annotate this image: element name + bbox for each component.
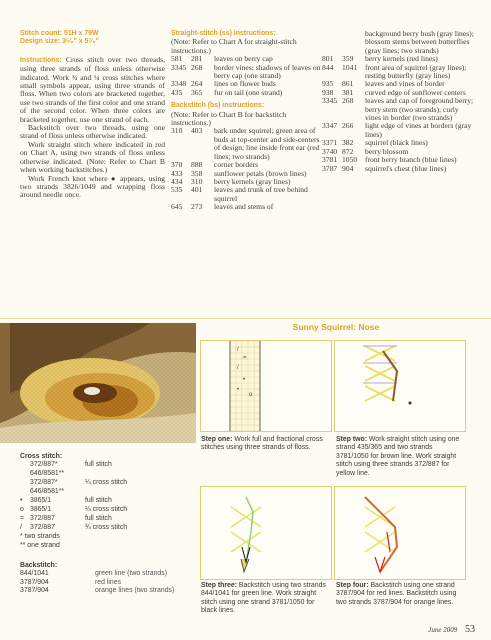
backstitch-heading: Backstitch: bbox=[20, 562, 58, 569]
anchor-number: 268 bbox=[191, 62, 203, 72]
ss-heading: Straight-stitch (ss) instructions: bbox=[171, 30, 276, 37]
dmc-number: 938 bbox=[322, 87, 334, 97]
key-row bbox=[171, 89, 321, 97]
backstitch-code: 3787/904 bbox=[20, 578, 49, 586]
backstitch-desc: red lines bbox=[95, 578, 122, 586]
legend-row bbox=[20, 515, 190, 524]
backstitch-row bbox=[20, 579, 190, 587]
svg-text:•: • bbox=[243, 377, 246, 383]
anchor-number: 365 bbox=[191, 87, 203, 97]
legend-row bbox=[20, 524, 190, 533]
legend-desc: full stitch bbox=[85, 515, 112, 523]
step-three-chart bbox=[200, 486, 332, 580]
legend-code: 372/887* bbox=[30, 479, 58, 487]
backstitch-desc: orange lines (two strands) bbox=[95, 587, 175, 595]
ss-note: (Note: Refer to Chart A for straight-stitch instructions.) bbox=[171, 37, 297, 55]
dmc-number: 3787 bbox=[322, 163, 338, 173]
legend-symbol bbox=[20, 488, 30, 497]
key-row bbox=[322, 64, 474, 81]
step-four-text: Step four: Backstitch using one strand 3787/904 for red lines. Backstitch using two strands 3787/904 for orange lines. bbox=[336, 582, 457, 606]
stitch-key-column-2 bbox=[171, 30, 321, 212]
svg-text:/: / bbox=[237, 365, 239, 371]
dmc-number: 581 bbox=[171, 54, 183, 64]
dmc-number: 535 bbox=[171, 185, 183, 195]
legend-code: 646/8581** bbox=[30, 488, 65, 496]
key-description: berry blossom bbox=[365, 146, 409, 156]
dmc-number: 935 bbox=[322, 79, 334, 89]
key-row bbox=[171, 64, 321, 81]
cross-stitch-legend bbox=[20, 453, 190, 550]
page-number: 53 bbox=[465, 624, 475, 635]
legend-row bbox=[20, 479, 190, 488]
legend-code: 372/887* bbox=[30, 461, 58, 469]
key-description: curved edge of sunflower centers bbox=[365, 87, 466, 97]
legend-code: 3865/1 bbox=[30, 497, 52, 505]
anchor-number: 401 bbox=[191, 185, 203, 195]
stitch-key-column-3 bbox=[322, 30, 474, 173]
step-three-text: Step three: Backstitch using two strands 844/1041 for green line. Work straight stitch using one strand 3781/1050 for black lines. bbox=[201, 582, 326, 615]
step-two-chart bbox=[334, 340, 466, 432]
key-row bbox=[322, 30, 474, 55]
key-description: light edge of vines at borders (gray lines) bbox=[365, 121, 472, 139]
key-description: lines on flower buds bbox=[214, 79, 276, 89]
legend-code: 372/887 bbox=[30, 515, 55, 523]
anchor-number: 273 bbox=[191, 202, 203, 212]
section-divider bbox=[0, 318, 491, 319]
legend-desc: ¼ cross stitch bbox=[85, 506, 128, 514]
key-description: sunflower petals (brown lines) bbox=[214, 168, 307, 178]
bs-heading: Backstitch (bs) instructions: bbox=[171, 102, 265, 110]
key-row bbox=[322, 165, 474, 173]
page-footer bbox=[428, 624, 475, 635]
anchor-number: 281 bbox=[191, 54, 203, 64]
svg-text:/: / bbox=[237, 347, 239, 353]
backstitch-legend bbox=[20, 562, 190, 596]
dmc-number: 3347 bbox=[322, 121, 338, 131]
dmc-number: 3348 bbox=[171, 79, 187, 89]
anchor-number: 872 bbox=[342, 146, 354, 156]
issue-date: June 2009 bbox=[428, 626, 458, 634]
key-row bbox=[171, 203, 321, 211]
legend-symbol: / bbox=[20, 524, 22, 532]
key-description: corner borders bbox=[214, 160, 259, 170]
svg-text:=: = bbox=[243, 355, 247, 361]
legend-row bbox=[20, 506, 190, 515]
legend-note-1: * two strands bbox=[20, 533, 60, 541]
dmc-number bbox=[322, 30, 342, 55]
legend-desc: full stitch bbox=[85, 461, 112, 469]
legend-desc: ¼ cross stitch bbox=[85, 479, 128, 487]
legend-symbol: • bbox=[20, 497, 23, 505]
legend-row bbox=[20, 497, 190, 506]
key-description: leaves and trunk of tree behind squirrel bbox=[214, 185, 308, 203]
panel-title: Sunny Squirrel: Nose bbox=[292, 322, 380, 332]
legend-row bbox=[20, 470, 190, 479]
dmc-number: 435 bbox=[171, 87, 183, 97]
key-description: leaves on berry cap bbox=[214, 54, 273, 64]
key-description: leaves and vines of border bbox=[365, 79, 445, 89]
backstitch-code: 3787/904 bbox=[20, 587, 49, 595]
anchor-number: 310 bbox=[191, 176, 203, 186]
anchor-number: 1041 bbox=[342, 62, 358, 72]
key-row bbox=[171, 186, 321, 203]
legend-code: 646/8581** bbox=[30, 470, 65, 478]
key-description: squirrel (black lines) bbox=[365, 138, 428, 148]
backstitch-code: 844/1041 bbox=[20, 570, 49, 578]
legend-desc: ¾ cross stitch bbox=[85, 524, 128, 532]
anchor-number: 403 bbox=[191, 126, 203, 136]
key-description: front berry branch (blue lines) bbox=[365, 155, 457, 165]
dmc-number: 645 bbox=[171, 202, 183, 212]
key-description: background berry bush (gray lines); blossom stems between butterflies (gray lines; two strands) bbox=[365, 29, 474, 55]
key-description: squirrel's chest (blue lines) bbox=[365, 163, 447, 173]
stitch-count: Stitch count: 51H x 79W bbox=[20, 30, 99, 37]
legend-symbol: o bbox=[20, 506, 24, 514]
bs-note: (Note: Refer to Chart B for backstitch instructions.) bbox=[171, 109, 287, 128]
anchor-number: 904 bbox=[342, 163, 354, 173]
french-knot-paragraph: Work French knot where ● appears, using two strands 3826/1049 and wrapping floss around needle once. bbox=[20, 173, 165, 200]
dmc-number: 844 bbox=[322, 62, 334, 72]
squirrel-nose-photo bbox=[0, 323, 196, 443]
svg-text:o: o bbox=[249, 392, 253, 398]
dmc-number: 370 bbox=[171, 160, 183, 170]
legend-code: 3865/1 bbox=[30, 506, 52, 514]
dmc-number: 3345 bbox=[322, 96, 338, 106]
legend-symbol bbox=[20, 461, 30, 470]
dmc-number: 433 bbox=[171, 168, 183, 178]
dmc-number: 3371 bbox=[322, 138, 338, 148]
legend-code: 372/887 bbox=[30, 524, 55, 532]
anchor-number bbox=[342, 30, 365, 55]
legend-symbol bbox=[20, 470, 30, 479]
key-description: berry kernels (gray lines) bbox=[214, 176, 291, 186]
svg-text:•: • bbox=[237, 387, 240, 393]
legend-row bbox=[20, 488, 190, 497]
key-description: bark under squirrel; green area of buds at top-center and side-centers of design; line inside front ear (red lines; two strands) bbox=[214, 126, 320, 161]
anchor-number: 1050 bbox=[342, 155, 358, 165]
dmc-number: 3740 bbox=[322, 146, 338, 156]
anchor-number: 382 bbox=[342, 138, 354, 148]
legend-symbol: = bbox=[20, 515, 25, 523]
legend-desc: full stitch bbox=[85, 497, 112, 505]
anchor-number: 861 bbox=[342, 79, 354, 89]
legend-note-2: ** one strand bbox=[20, 541, 60, 549]
legend-row bbox=[20, 461, 190, 470]
anchor-number: 264 bbox=[191, 79, 203, 89]
anchor-number: 359 bbox=[342, 54, 354, 64]
backstitch-row bbox=[20, 587, 190, 595]
key-description: front area of squirrel (gray lines); resting butterfly (gray lines) bbox=[365, 62, 467, 81]
step-two-text: Step two: Work straight stitch using one strand 435/365 and two strands 3781/1050 for brown line. Work straight stitch using three strands 372/887 for yellow line. bbox=[336, 436, 460, 477]
key-row bbox=[171, 127, 321, 161]
dmc-number: 801 bbox=[322, 54, 334, 64]
step-one-text: Step one: Work full and fractional cross stitches using three strands of floss. bbox=[201, 436, 323, 452]
key-description: leaves and stems of bbox=[214, 202, 274, 212]
dmc-number: 434 bbox=[171, 176, 183, 186]
dmc-number: 310 bbox=[171, 126, 183, 136]
instructions-paragraph: Instructions: Cross stitch over two threads, using three strands of floss unless otherwise indicated. Work ¾ and ¼ cross stitches where small symbols appear, using three strands of floss. When two colors are bracketed together, use two strands of the first color and one strand of the second color. When three colors are bracketed together, use one strand of each. bbox=[20, 54, 165, 124]
legend-symbol bbox=[20, 479, 30, 488]
step-four-chart bbox=[334, 486, 466, 580]
anchor-number: 888 bbox=[191, 160, 203, 170]
step-one-chart bbox=[200, 340, 332, 432]
key-description: berry kernels (red lines) bbox=[365, 54, 438, 64]
key-description: fur on tail (one strand) bbox=[214, 87, 283, 97]
anchor-number: 358 bbox=[191, 168, 203, 178]
legend-heading: Cross stitch: bbox=[20, 453, 63, 460]
design-size: Design size: 3⁵⁄₈" x 5⁷⁄₈" bbox=[20, 38, 99, 46]
backstitch-row bbox=[20, 570, 190, 578]
anchor-number: 266 bbox=[342, 121, 354, 131]
instructions-column bbox=[20, 30, 165, 200]
straight-stitch-paragraph: Work straight stitch where indicated in red on Chart A, using two strands of floss unless otherwise indicated. (Note: Refer to Chart B when working backstitches.) bbox=[20, 139, 165, 175]
key-row bbox=[322, 122, 474, 139]
anchor-number: 381 bbox=[342, 87, 354, 97]
key-row bbox=[322, 97, 474, 122]
anchor-number: 268 bbox=[342, 96, 354, 106]
backstitch-desc: green line (two strands) bbox=[95, 570, 168, 578]
key-description: border vines; shadows of leaves on berry cap (one strand) bbox=[214, 62, 321, 81]
key-description: leaves and cap of foreground berry; berry stem (two strands); curly vines in border (two strands) bbox=[365, 96, 474, 123]
dmc-number: 3345 bbox=[171, 62, 187, 72]
backstitch-paragraph: Backstitch over two threads, using one strand of floss unless otherwise indicated. bbox=[20, 123, 165, 141]
dmc-number: 3781 bbox=[322, 155, 338, 165]
